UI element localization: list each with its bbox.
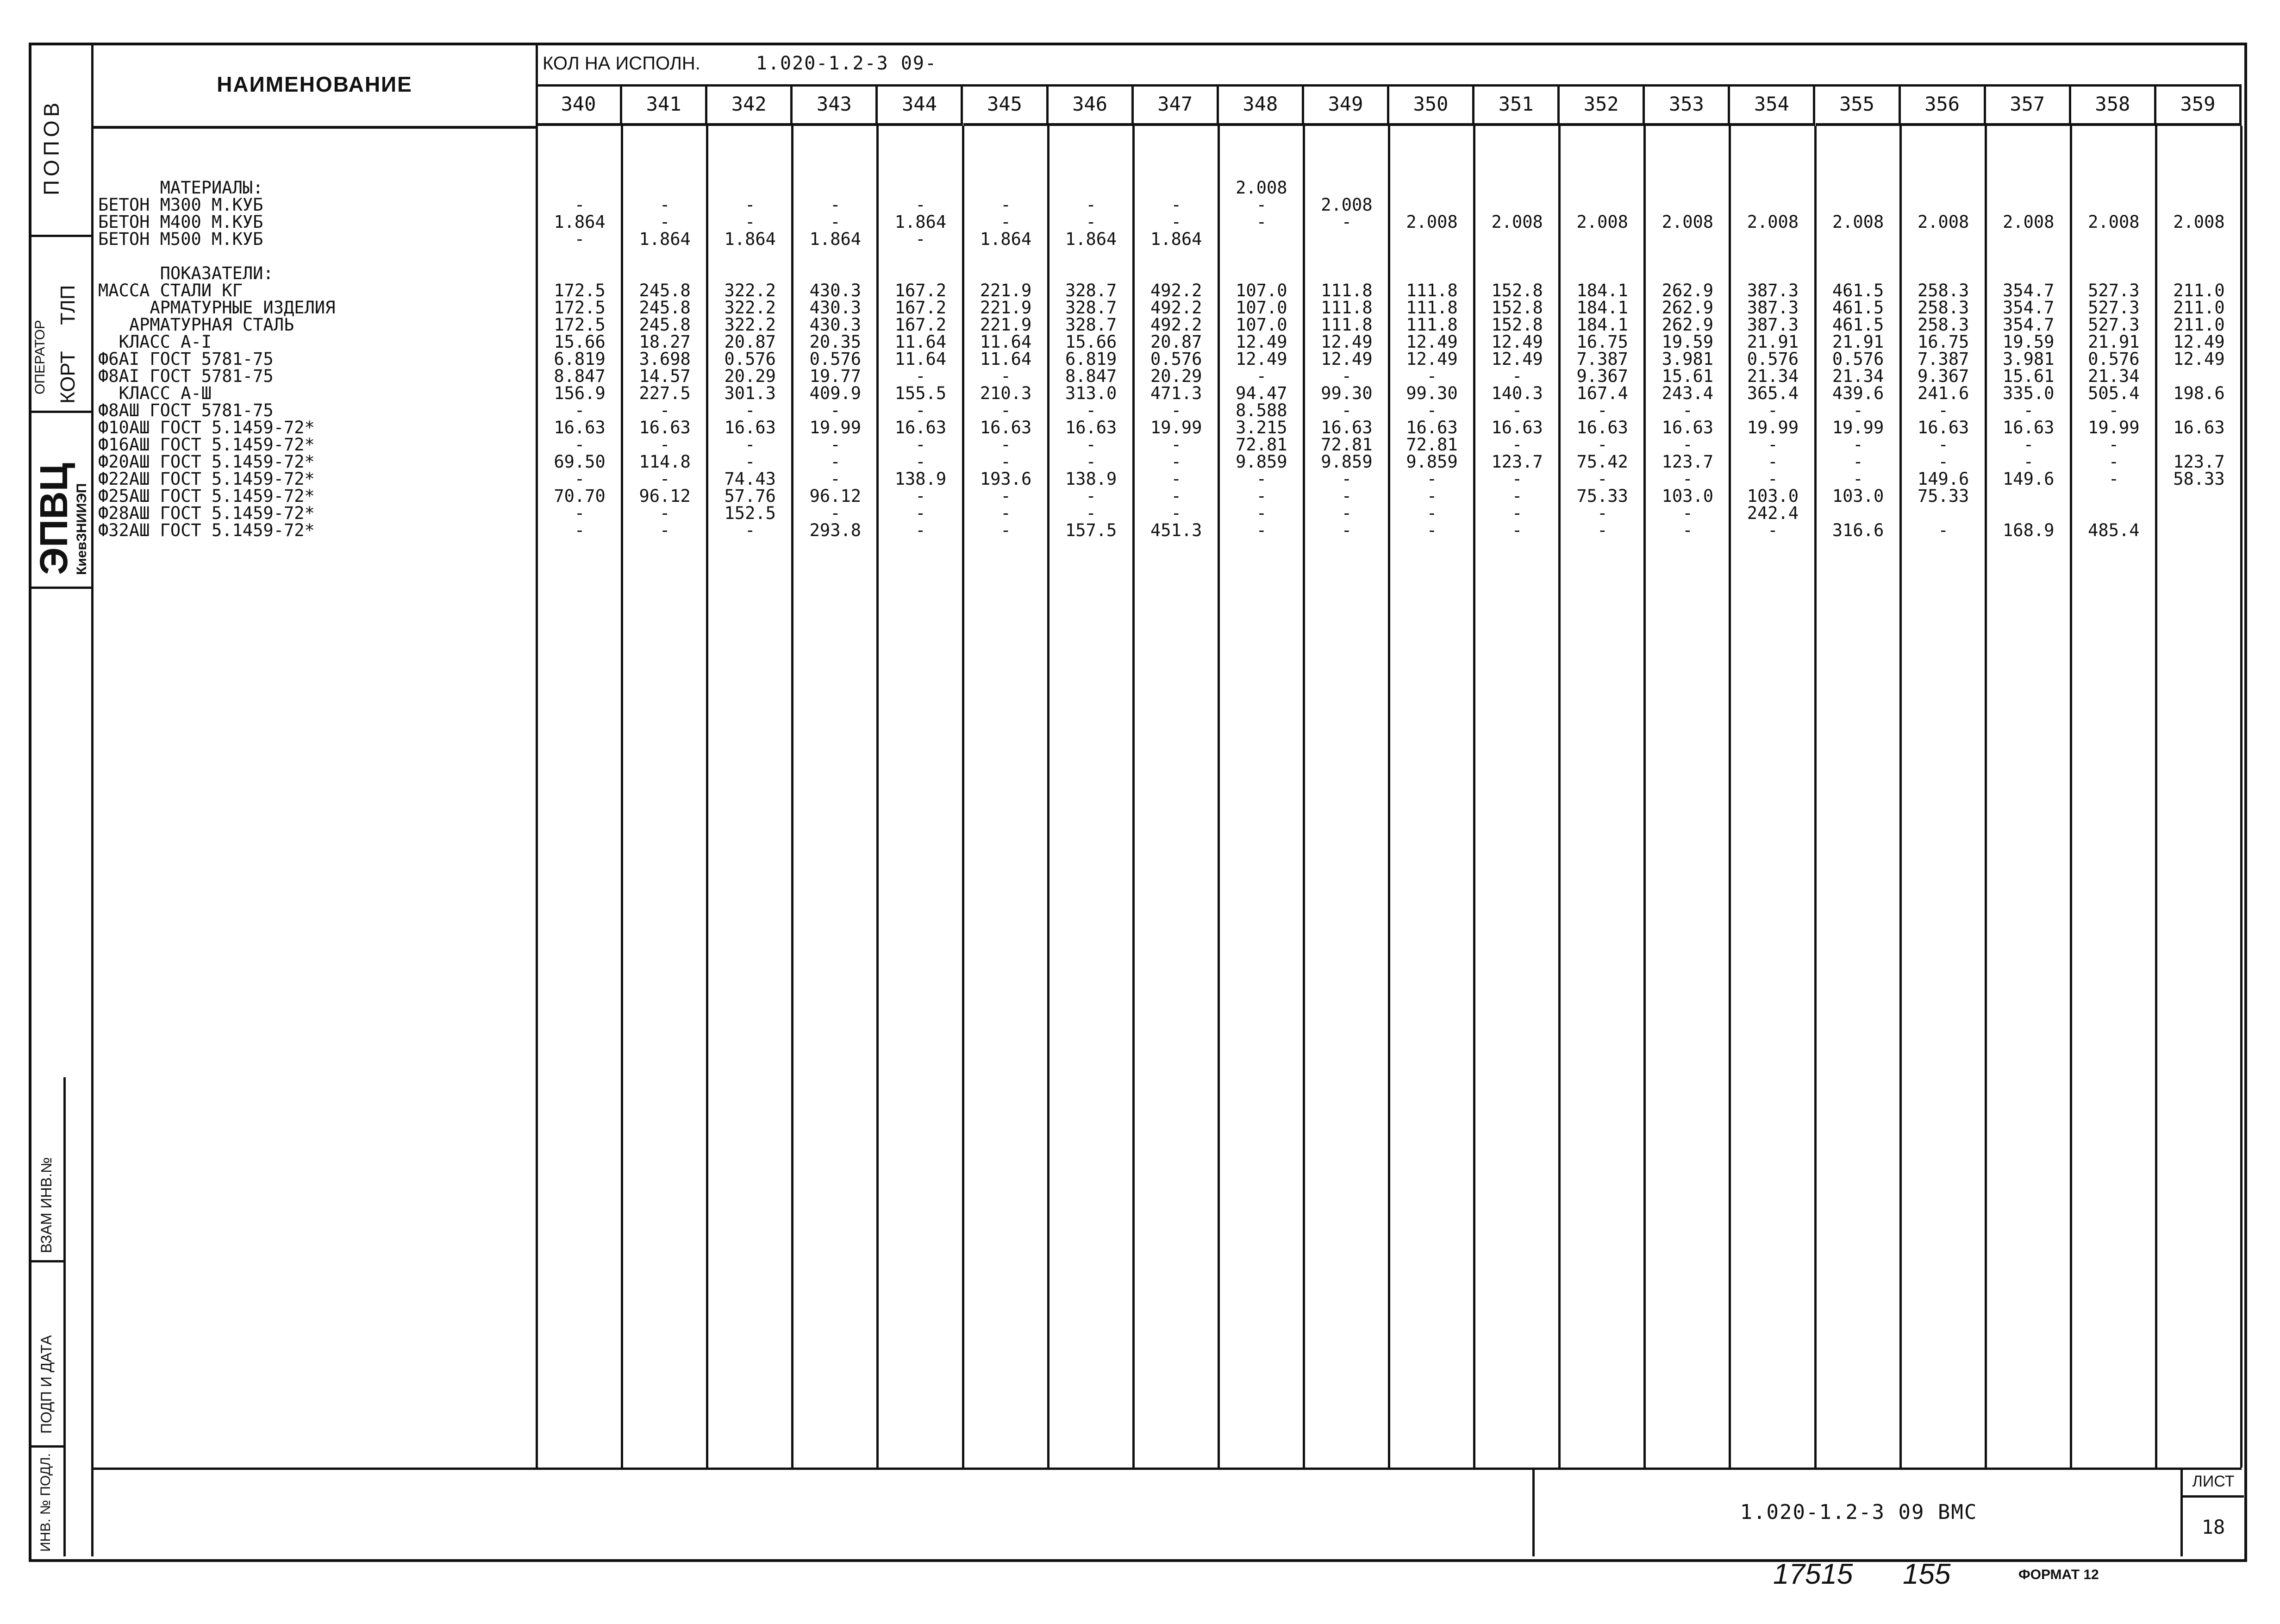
vzam-box — [29, 1077, 66, 1262]
data-column: - 1.864 - 172.5 172.5 172.5 15.66 6.819 8.847 156.9 - 16.63 - 69.50 - 70.70 - - — [554, 195, 606, 540]
left-margin-stamp — [29, 43, 94, 1556]
column-header: 359 — [2156, 84, 2242, 126]
data-column: - - 1.864 492.2 492.2 492.2 20.87 0.576 20.29 471.3 - 19.99 - - - - - 451.3 — [1150, 195, 1202, 540]
column-header: 354 — [1730, 84, 1815, 126]
data-column: 2.008 387.3 387.3 387.3 21.91 0.576 21.34 365.4 - 19.99 - - - 103.0 242.4 - — [1747, 212, 1799, 540]
operator-box — [29, 237, 94, 413]
data-column: 2.008 184.1 184.1 184.1 16.75 7.387 9.367 167.4 - 16.63 - 75.42 - 75.33 - - — [1576, 212, 1628, 540]
sidebar-divider — [91, 43, 94, 1556]
data-column: - - 1.864 221.9 221.9 221.9 11.64 11.64 - 210.3 - 16.63 - - 193.6 - - - — [980, 195, 1032, 540]
data-column: 2.008 527.3 527.3 527.3 21.91 0.576 21.34 505.4 - 19.99 - - - 485.4 — [2088, 212, 2140, 540]
data-column: 2.008 354.7 354.7 354.7 19.59 3.981 15.61 335.0 - 16.63 - - 149.6 168.9 — [2003, 212, 2055, 540]
operator-label: ОПЕРАТОР — [32, 320, 48, 394]
column-header: 343 — [793, 84, 878, 126]
approver-name: ПОПОВ — [39, 99, 63, 195]
data-column: - 1.864 - 167.2 167.2 167.2 11.64 11.64 - 155.5 - 16.63 - - 138.9 - - - — [894, 195, 947, 540]
approval-box — [29, 43, 94, 237]
format-label: ФОРМАТ 12 — [2018, 1567, 2099, 1582]
column-header: 352 — [1560, 84, 1645, 126]
column-header: 358 — [2071, 84, 2156, 126]
column-header: 349 — [1304, 84, 1389, 126]
data-column: 2.008 258.3 258.3 258.3 16.75 7.387 9.367 241.6 - 16.63 - - 149.6 75.33 - — [1917, 212, 1969, 540]
column-header: 345 — [963, 84, 1049, 126]
data-column: 2.008 262.9 262.9 262.9 19.59 3.981 15.61 243.4 - 16.63 - 123.7 - 103.0 - - — [1662, 212, 1714, 540]
quantity-header — [537, 43, 2242, 87]
data-column: 2.008 - 111.8 111.8 111.8 12.49 12.49 - 99.30 - 16.63 72.81 9.859 - - - - — [1321, 195, 1373, 540]
inv-label: ИНВ. № ПОДЛ. — [38, 1453, 53, 1552]
archive-number: 17515 — [1773, 1558, 1853, 1590]
inv-box — [29, 1448, 66, 1556]
column-header: 341 — [622, 84, 707, 126]
column-header: 340 — [537, 84, 622, 126]
column-header: 342 — [707, 84, 793, 126]
column-header: 347 — [1134, 84, 1219, 126]
operator-name: КОРТ — [56, 351, 79, 404]
tlp-label: ТЛП — [56, 285, 79, 325]
document-code: 1.020-1.2-3 09 ВМС — [1532, 1468, 2183, 1556]
row-names: МАТЕРИАЛЫ: БЕТОН М300 М.КУБ БЕТОН М400 М.КУБ БЕТОН М500 М.КУБ ПОКАЗАТЕЛИ: МАССА СТАЛИ КГ АРМАТУРНЫЕ ИЗДЕЛИЯ АРМАТУРНАЯ СТАЛЬ КЛАСС А-I Ф6АI ГОСТ 5781-75 Ф8АI ГОСТ 5781-75 КЛАСС А-Ш Ф8АШ ГОСТ 5781-75 Ф10АШ ГОСТ 5.1459-72* Ф16АШ ГОСТ 5.1459-72* Ф20АШ ГОСТ 5.1459-72* Ф22АШ ГОСТ 5.1459-72* Ф25АШ ГОСТ 5.1459-72* Ф28АШ ГОСТ 5.1459-72* Ф32АШ ГОСТ 5.1459-72* — [98, 178, 336, 540]
org-box — [29, 413, 94, 589]
data-column: 2.008 111.8 111.8 111.8 12.49 12.49 - 99.30 - 16.63 72.81 9.859 - - - - — [1406, 212, 1458, 540]
column-header: 355 — [1816, 84, 1901, 126]
column-header: 357 — [1986, 84, 2071, 126]
column-header: 353 — [1645, 84, 1730, 126]
column-header: 350 — [1389, 84, 1474, 126]
column-header: 351 — [1474, 84, 1560, 126]
column-header: 346 — [1049, 84, 1134, 126]
vzam-label: ВЗАМ ИНВ.№ — [38, 1157, 55, 1253]
org-name: ЭПВЦ — [32, 462, 75, 575]
column-header: 344 — [878, 84, 963, 126]
name-column-header: НАИМЕНОВАНИЕ — [94, 43, 538, 129]
data-column: 2.008 461.5 461.5 461.5 21.91 0.576 21.34 439.6 - 19.99 - - - 103.0 316.6 — [1832, 212, 1884, 540]
archive-subnumber: 155 — [1903, 1558, 1951, 1590]
data-column: - - 1.864 430.3 430.3 430.3 20.35 0.576 19.77 409.9 - 19.99 - - - 96.12 - 293.8 — [809, 195, 862, 540]
column-header: 348 — [1219, 84, 1304, 126]
column-header: 356 — [1901, 84, 1986, 126]
sheet-label: ЛИСТ — [2183, 1468, 2244, 1498]
data-column: - - 1.864 322.2 322.2 322.2 20.87 0.576 20.29 301.3 - 16.63 - - 74.43 57.76 152.5 - — [724, 195, 776, 540]
series-code: 1.020-1.2-3 09- — [756, 53, 937, 74]
data-column: 2.008 211.0 211.0 211.0 12.49 12.49 198.6 16.63 123.7 58.33 — [2173, 212, 2225, 489]
data-column: - - 1.864 328.7 328.7 328.7 15.66 6.819 8.847 313.0 - 16.63 - - 138.9 - - 157.5 — [1065, 195, 1117, 540]
sheet-number: 18 — [2201, 1516, 2225, 1538]
data-column: - - 1.864 245.8 245.8 245.8 18.27 3.698 14.57 227.5 - 16.63 - 114.8 - 96.12 - - — [639, 195, 691, 540]
data-column: 2.008 - - 107.0 107.0 107.0 12.49 12.49 - 94.47 8.588 3.215 72.81 9.859 - - - - — [1236, 178, 1287, 540]
podp-label: ПОДП И ДАТА — [38, 1335, 55, 1434]
kol-label: КОЛ НА ИСПОЛН. — [543, 53, 700, 74]
podp-box — [29, 1262, 66, 1448]
org-subname: КиевЗНИИЭП — [74, 483, 89, 575]
sheet-number-box — [2180, 1468, 2244, 1556]
data-column: 2.008 152.8 152.8 152.8 12.49 12.49 - 140.3 - 16.63 - 123.7 - - - - — [1491, 212, 1543, 540]
